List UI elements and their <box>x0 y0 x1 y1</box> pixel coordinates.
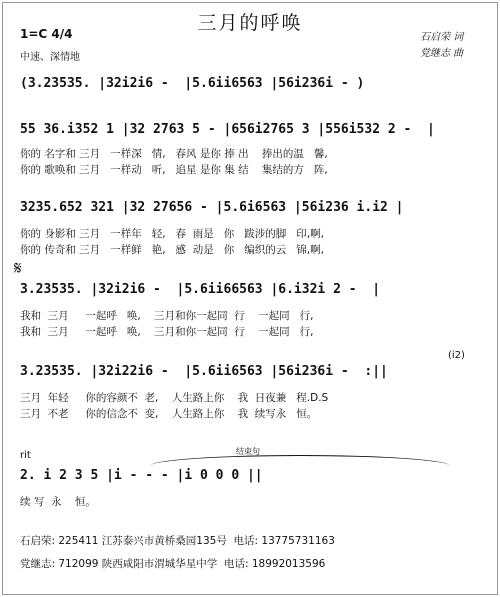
key-signature: 1=C 4/4 <box>20 27 73 41</box>
score-line-2-lyrics-2: 你的 歌唤和 三月 一样动 听, 追星 是你 集 结 集结的方 阵, <box>20 164 328 176</box>
score-line-4-lyrics-2: 我和 三月 一起呼 唤, 三月和你一起同 行 一起同 行, <box>20 326 314 338</box>
score-line-3-notes: 3235.652 321 |32 27656 - |5.6i6563 |56i236 i.i2 | <box>20 200 404 215</box>
segno-icon: 𝄋 <box>14 258 22 279</box>
coda-label: 结束句 <box>236 447 260 456</box>
score-line-6-notes: 2. i 2 3 5 |i - - - |i 0 0 0 || <box>20 468 263 483</box>
song-title: 三月的呼唤 <box>197 12 303 34</box>
lyricist-credit: 石启荣 词 <box>420 32 464 43</box>
score-line-3-lyrics-1: 你的 身影和 三月 一样年 轻, 春 雨是 你 跋涉的脚 印,啊, <box>20 228 324 240</box>
score-line-3-lyrics-2: 你的 传奇和 三月 一样鲜 艳, 感 动是 你 编织的云 锦,啊, <box>20 244 324 256</box>
score-line-5-lyrics-1: 三月 年轻 你的容颜不 老, 人生路上你 我 日夜兼 程.D.S <box>20 392 329 404</box>
score-line-1-notes: (3.23535. |32i2i6 - |5.6ii6563 |56i236i - ) <box>20 76 365 91</box>
score-line-5-notes: 3.23535. |32i22i6 - |5.6ii6563 |56i236i - :|| <box>20 364 388 379</box>
tempo-marking: 中速、深情地 <box>20 52 80 63</box>
score-line-4-notes: 3.23535. |32i2i6 - |5.6ii66563 |6.i32i 2 - | <box>20 282 381 297</box>
score-line-2-lyrics-1: 你的 名字和 三月 一样深 情, 春风 是你 捧 出 捧出的温 馨, <box>20 148 328 160</box>
score-line-5-lyrics-2: 三月 不老 你的信念不 变, 人生路上你 我 续写永 恒。 <box>20 408 318 420</box>
rit-marking: rit <box>20 450 31 461</box>
score-line-2-notes: 55 36.i352 1 |32 2763 5 - |656i2765 3 |556i532 2 - | <box>20 122 435 137</box>
contact-composer: 党继志: 712099 陕西咸阳市渭城华星中学 电话: 18992013596 <box>20 558 326 570</box>
score-line-4-lyrics-1: 我和 三月 一起呼 唤, 三月和你一起同 行 一起同 行, <box>20 310 314 322</box>
repeat-ending-notes: (i2) <box>448 350 465 361</box>
score-line-6-lyrics-1: 续 写 永 恒。 <box>20 496 96 508</box>
contact-lyricist: 石启荣: 225411 江苏泰兴市黄桥桑园135号 电话: 13775731163 <box>20 535 335 547</box>
composer-credit: 党继志 曲 <box>420 48 464 59</box>
